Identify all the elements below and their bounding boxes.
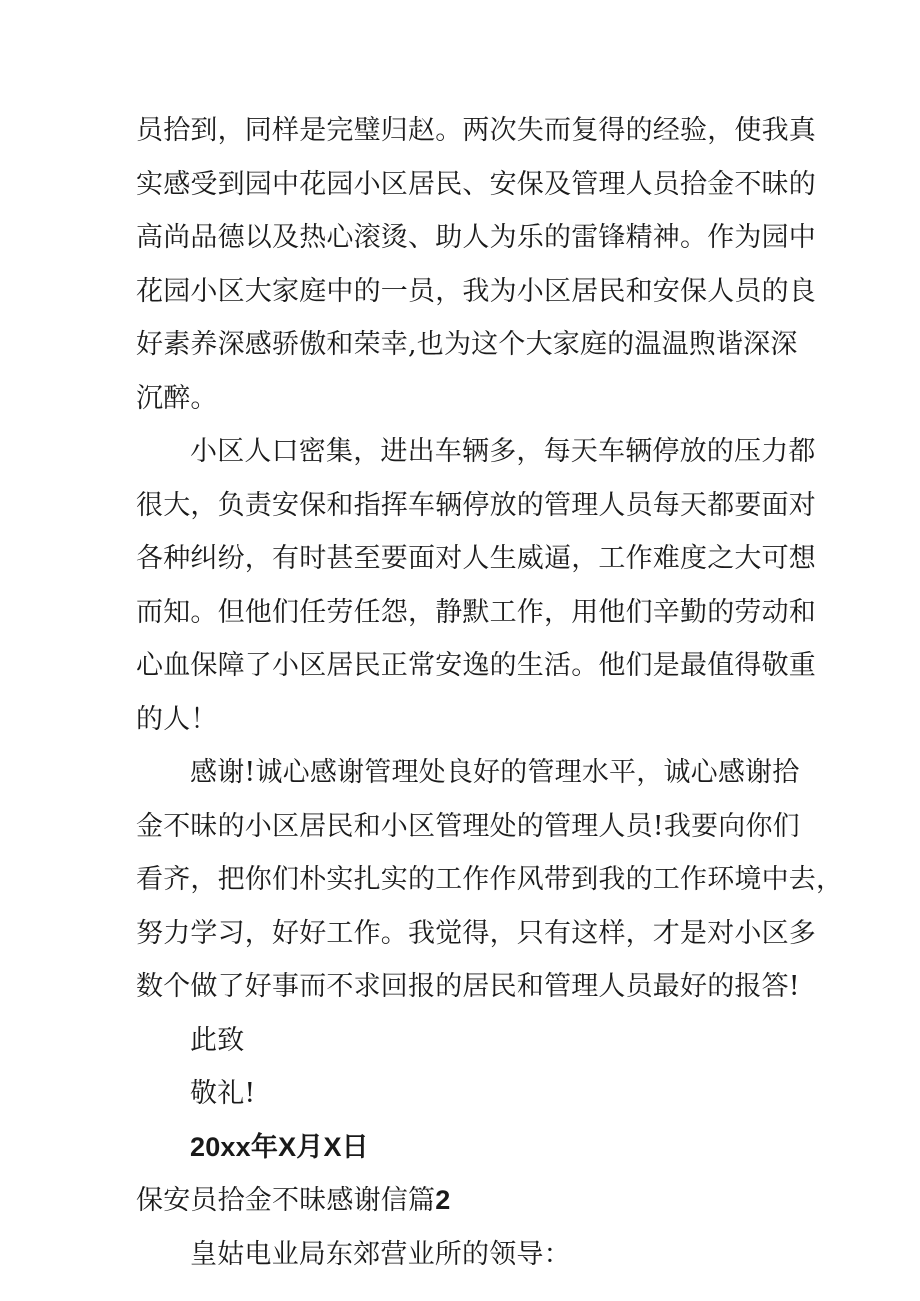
paragraph-2-line: 而知。但他们任劳任怨，静默工作，用他们辛勤的劳动和 <box>136 596 816 628</box>
section-title-number: 2 <box>435 1185 451 1215</box>
paragraph-3 <box>136 746 844 1014</box>
paragraph-2-line: 的人！ <box>136 703 218 735</box>
paragraph-3-line: 看齐，把你们朴实扎实的工作作风带到我的工作环境中去， <box>136 864 844 895</box>
paragraph-2-line: 各种纠纷，有时甚至要面对人生威逼，工作难度之大可想 <box>136 543 816 574</box>
paragraph-1-line: 实感受到园中花园小区居民、安保及管理人员拾金不昧的 <box>136 168 816 200</box>
section-title-text: 保安员拾金不昧感谢信篇 <box>136 1185 436 1216</box>
paragraph-3-line: 数个做了好事而不求回报的居民和管理人员最好的报答! <box>136 971 800 1002</box>
paragraph-1-line: 沉醉。 <box>136 382 218 414</box>
paragraph-2-line: 小区人口密集，进出车辆多，每天车辆停放的压力都 <box>190 436 816 467</box>
letter-date: 20xx年X月X日 <box>190 1131 369 1162</box>
paragraph-1-line: 员拾到，同样是完璧归赵。两次失而复得的经验，使我真 <box>136 115 816 146</box>
paragraph-1-line: 花园小区大家庭中的一员，我为小区居民和安保人员的良 <box>136 275 816 307</box>
paragraph-3-line: 努力学习，好好工作。我觉得，只有这样，才是对小区多 <box>136 917 816 949</box>
paragraph-1 <box>136 104 816 425</box>
closing-salutation: 此致 <box>190 1024 245 1056</box>
paragraph-1-line: 高尚品德以及热心滚烫、助人为乐的雷锋精神。作为园中 <box>136 222 816 253</box>
section-title <box>136 1174 808 1228</box>
paragraph-2-line: 心血保障了小区居民正常安逸的生活。他们是最值得敬重 <box>136 650 816 681</box>
paragraph-1-line: 好素养深感骄傲和荣幸,也为这个大家庭的温温煦谐深深 <box>136 329 798 360</box>
paragraph-3-line: 感谢!诚心感谢管理处良好的管理水平，诚心感谢拾 <box>190 757 800 788</box>
closing-regards: 敬礼! <box>190 1078 256 1109</box>
letter-salutation: 皇姑电业局东郊营业所的领导： <box>190 1238 571 1270</box>
paragraph-3-line: 金不昧的小区居民和小区管理处的管理人员!我要向你们 <box>136 810 800 842</box>
letter-body <box>136 104 844 1281</box>
paragraph-2-line: 很大，负责安保和指挥车辆停放的管理人员每天都要面对 <box>136 489 816 521</box>
paragraph-2 <box>136 425 816 746</box>
